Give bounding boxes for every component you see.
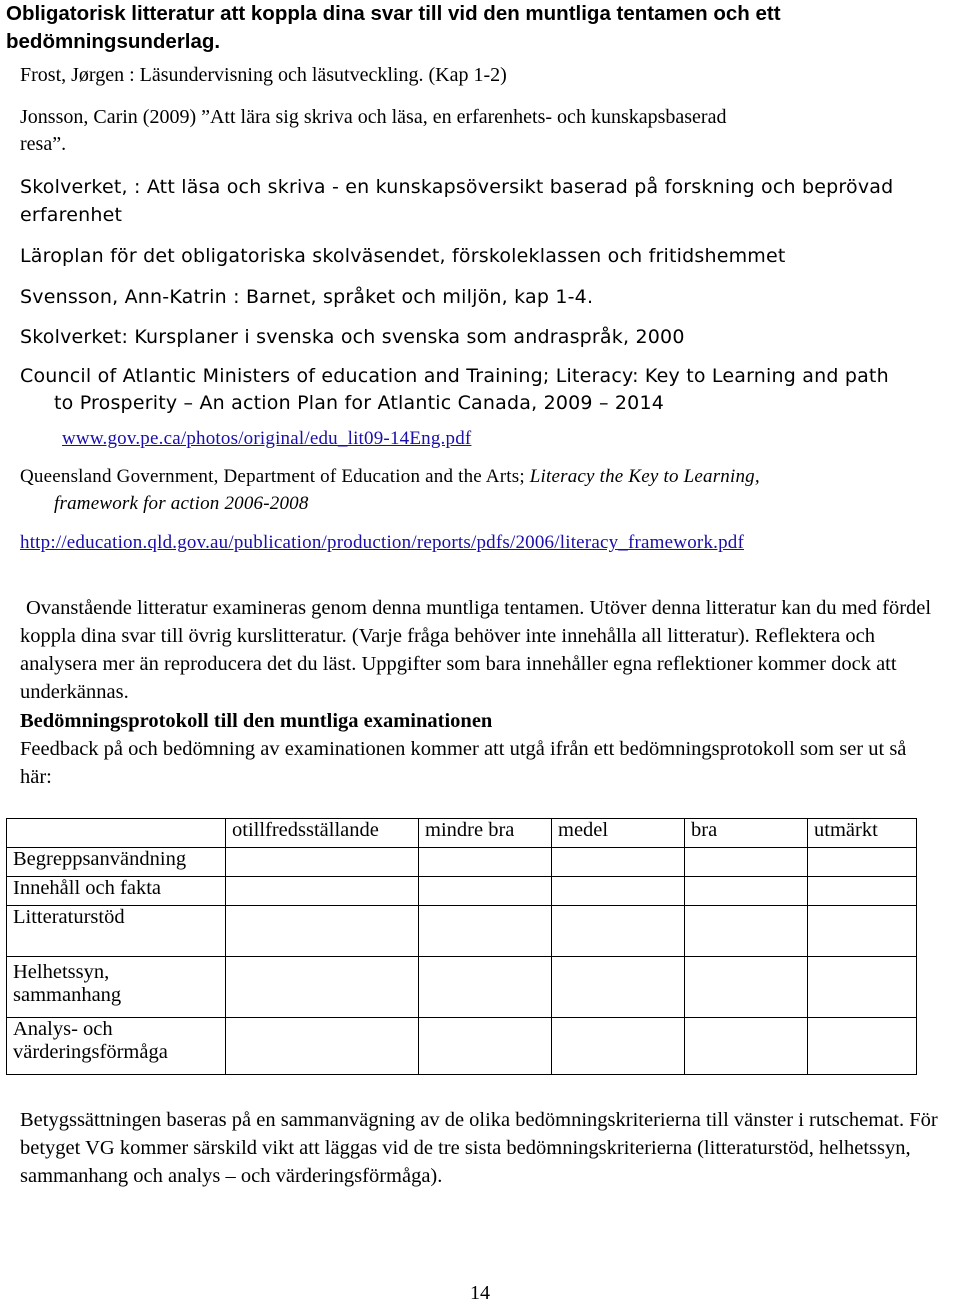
reference-svensson: Svensson, Ann-Katrin : Barnet, språket och miljön, kap 1-4. <box>20 286 594 308</box>
link-education-qld[interactable]: http://education.qld.gov.au/publication/production/reports/pdfs/2006/literacy_framework.pdf <box>20 532 745 553</box>
table-row <box>7 957 917 1018</box>
column-header: medel <box>552 819 685 848</box>
column-header: bra <box>685 819 808 848</box>
table-row <box>7 877 917 906</box>
column-header: utmärkt <box>808 819 917 848</box>
table-row <box>7 848 917 877</box>
table-corner-cell <box>7 819 226 848</box>
reference-jonsson-cont: resa”. <box>20 133 67 155</box>
row-label: Litteraturstöd <box>7 906 226 957</box>
table-row <box>7 906 917 957</box>
paragraph-examination: Ovanstående litteratur examineras genom denna muntliga tentamen. Utöver denna litteratur kan du med fördel koppla dina svar till övrig kurslitteratur. (Varje fråga behöver inte innehålla all litteratur). Reflektera och analysera mer än reproducera det du läst. Uppgifter som bara innehåller egna reflektioner kommer dock att underkännas. <box>20 597 932 703</box>
reference-jonsson: Jonsson, Carin (2009) ”Att lära sig skriva och läsa, en erfarenhets- och kunskapsbaserad <box>20 106 727 128</box>
row-label: Analys- och värderingsförmåga <box>7 1018 226 1075</box>
reference-queensland-title: Literacy the Key to Learning, <box>529 466 760 487</box>
paragraph-grading: Betygssättningen baseras på en sammanvägning av de olika bedömningskriterierna till vänster i rutschemat. För betyget VG kommer särskild vikt att läggas vid de tre sista bedömningskriterierna (litteraturstöd, helhetssyn, sammanhang och analys – och värderingsförmåga). <box>20 1109 938 1187</box>
protocol-heading: Bedömningsprotokoll till den muntliga examinationen <box>20 710 493 732</box>
column-header: mindre bra <box>419 819 552 848</box>
table-row <box>7 1018 917 1075</box>
link-gov-pe[interactable]: www.gov.pe.ca/photos/original/edu_lit09-14Eng.pdf <box>62 428 472 449</box>
reference-kursplaner: Skolverket: Kursplaner i svenska och svenska som andraspråk, 2000 <box>20 326 685 348</box>
reference-council-cont: to Prosperity – An action Plan for Atlantic Canada, 2009 – 2014 <box>54 392 665 414</box>
column-header: otillfredsställande <box>226 819 419 848</box>
protocol-intro: Feedback på och bedömning av examinationen kommer att utgå ifrån ett bedömningsprotokoll som ser ut så här: <box>20 738 907 788</box>
page-number: 14 <box>470 1282 490 1304</box>
reference-skolverket: Skolverket, : Att läsa och skriva - en kunskapsöversikt baserad på forskning och beprövad <box>20 176 894 198</box>
reference-frost: Frost, Jørgen : Läsundervisning och läsutveckling. (Kap 1-2) <box>20 64 507 86</box>
page-heading: Obligatorisk litteratur att koppla dina svar till vid den muntliga tentamen och ett bedömningsunderlag. <box>6 2 781 53</box>
reference-queensland-cont: framework for action 2006-2008 <box>54 493 309 514</box>
table-header-row <box>7 819 917 848</box>
reference-skolverket-cont: erfarenhet <box>20 204 123 226</box>
reference-laroplan: Läroplan för det obligatoriska skolväsendet, förskoleklassen och fritidshemmet <box>20 245 786 267</box>
reference-queensland <box>20 466 760 488</box>
assessment-table <box>6 818 917 1075</box>
reference-queensland-org: Queensland Government, Department of Education and the Arts; <box>20 466 530 487</box>
row-label: Helhetssyn, sammanhang <box>7 957 226 1018</box>
row-label: Begreppsanvändning <box>7 848 226 877</box>
reference-council: Council of Atlantic Ministers of education and Training; Literacy: Key to Learning and path <box>20 365 889 387</box>
row-label: Innehåll och fakta <box>7 877 226 906</box>
